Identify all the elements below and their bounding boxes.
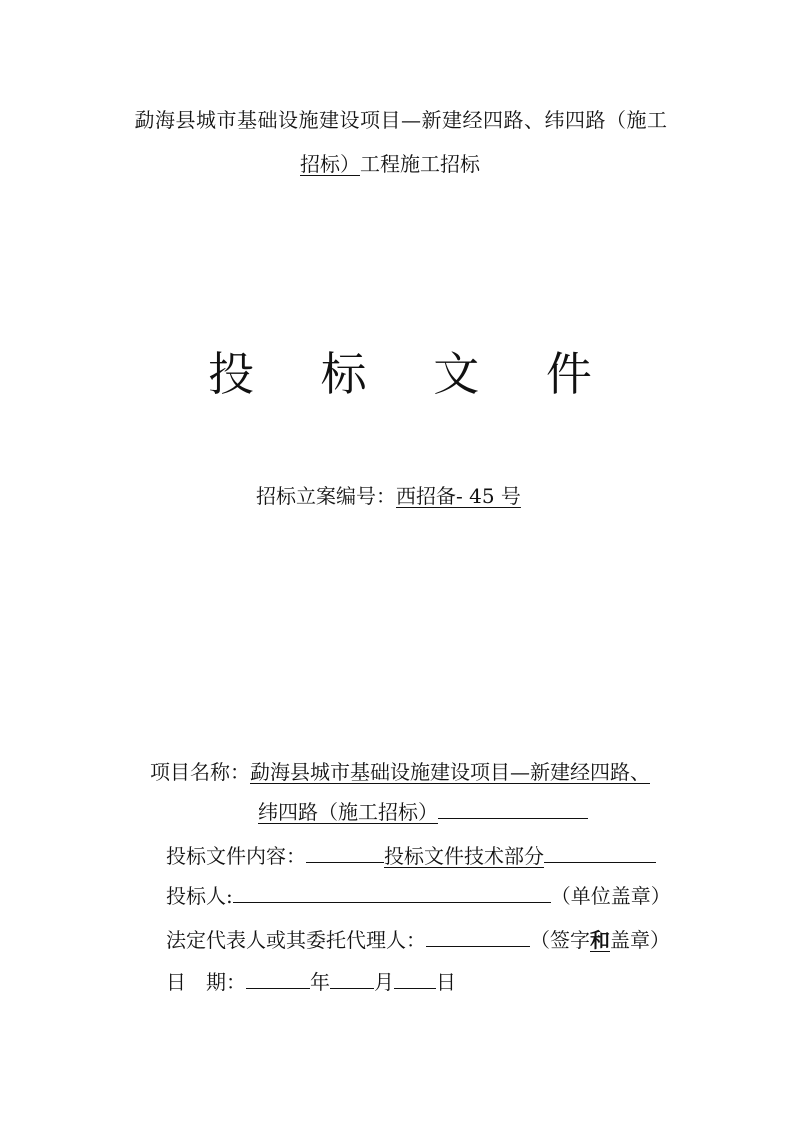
bid-number xyxy=(256,480,521,509)
date-month-underline xyxy=(330,987,374,989)
project-name-underline xyxy=(438,817,588,819)
date-year-underline xyxy=(246,987,310,989)
project-name-value-1: 勐海县城市基础设施建设项目—新建经四路、 xyxy=(250,760,650,784)
date-day-label: 日 xyxy=(436,970,456,994)
content-underline-left xyxy=(306,861,384,863)
content-label: 投标文件内容： xyxy=(166,844,306,868)
project-name-value-2: 纬四路（施工招标） xyxy=(258,800,438,824)
bid-number-label: 招标立案编号： xyxy=(256,484,396,508)
date-month-label: 月 xyxy=(374,970,394,994)
project-name-label: 项目名称： xyxy=(150,760,250,784)
representative-suffix-c: 盖章） xyxy=(610,928,670,952)
date-day-underline xyxy=(394,987,436,989)
header-line-1: 勐海县城市基础设施建设项目—新建经四路、纬四路（施工 xyxy=(134,108,668,132)
project-name-row-2 xyxy=(258,796,588,825)
representative-row xyxy=(166,924,670,953)
content-underline-right xyxy=(544,861,656,863)
representative-underline xyxy=(426,945,530,947)
bidder-underline xyxy=(233,901,551,903)
project-name-row xyxy=(150,756,650,785)
date-row xyxy=(166,966,456,995)
content-row xyxy=(166,840,656,869)
representative-suffix-a: （签字 xyxy=(530,928,590,952)
bidder-row: 投标人: （单位盖章） xyxy=(166,884,671,908)
document-title: 投 标 文 件 xyxy=(208,347,618,401)
header-line-2-rest: 工程施工招标 xyxy=(360,152,480,176)
bidder-suffix: （单位盖章） xyxy=(550,884,671,908)
representative-suffix-b: 和 xyxy=(590,928,610,952)
header-line-2-underlined: 招标） xyxy=(300,152,360,176)
header-line-2 xyxy=(300,148,480,177)
representative-label: 法定代表人或其委托代理人： xyxy=(166,928,426,952)
bid-number-value: 西招备- 45 号 xyxy=(396,484,521,508)
content-value: 投标文件技术部分 xyxy=(384,844,544,868)
date-label: 日 期： xyxy=(166,970,246,994)
date-year-label: 年 xyxy=(310,970,330,994)
bidder-label: 投标人 xyxy=(166,884,226,908)
